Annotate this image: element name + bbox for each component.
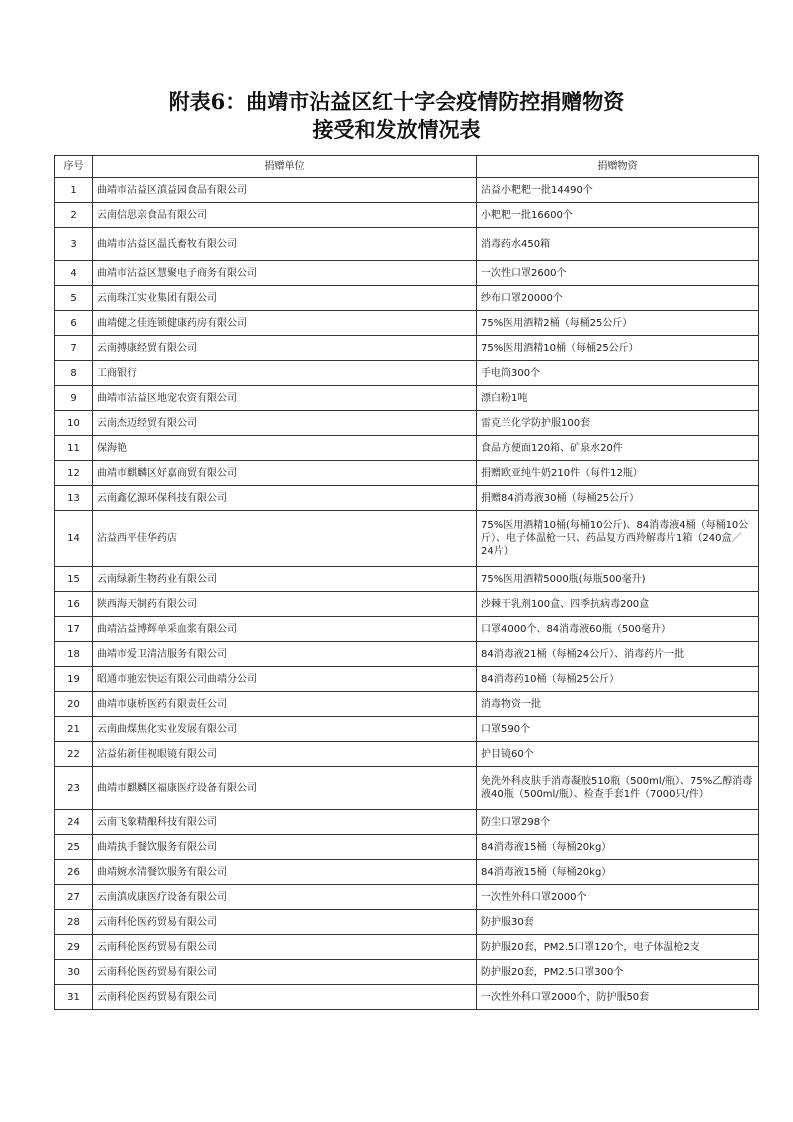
table-row (55, 286, 759, 311)
donor-cell: 云南杰迈经贸有限公司 (93, 411, 477, 436)
table-row (55, 617, 759, 642)
items-cell: 84消毒药10桶（每桶25公斤） (477, 667, 759, 692)
items-cell: 防护服30套 (477, 910, 759, 935)
donor-cell: 沾益西平佳华药店 (93, 511, 477, 567)
table-row (55, 261, 759, 286)
donor-cell: 昭通市驰宏快运有限公司曲靖分公司 (93, 667, 477, 692)
row-number: 15 (55, 567, 93, 592)
items-cell: 捐赠欧亚纯牛奶210件（每件12瓶） (477, 461, 759, 486)
items-cell: 免洗外科皮肤手消毒凝胶510瓶（500ml/瓶）、75%乙醇消毒液40瓶（500ml/瓶）、检查手套1件（7000只/件） (477, 767, 759, 810)
items-cell: 手电筒300个 (477, 361, 759, 386)
row-number: 22 (55, 742, 93, 767)
donor-cell: 云南科伦医药贸易有限公司 (93, 960, 477, 985)
table-row (55, 311, 759, 336)
items-cell: 75%医用酒精2桶（每桶25公斤） (477, 311, 759, 336)
row-number: 24 (55, 810, 93, 835)
table-row (55, 935, 759, 960)
table-row (55, 461, 759, 486)
donor-cell: 曲靖健之佳连锁健康药房有限公司 (93, 311, 477, 336)
items-cell: 一次性外科口罩2000个 (477, 885, 759, 910)
row-number: 1 (55, 178, 93, 203)
donor-cell: 曲靖市康桥医药有限责任公司 (93, 692, 477, 717)
table-row (55, 692, 759, 717)
donor-cell: 云南曲煤焦化实业发展有限公司 (93, 717, 477, 742)
row-number: 5 (55, 286, 93, 311)
table-row (55, 203, 759, 228)
table-row (55, 985, 759, 1010)
donor-cell: 曲靖婉水清餐饮服务有限公司 (93, 860, 477, 885)
document-title (0, 88, 793, 144)
row-number: 18 (55, 642, 93, 667)
donor-cell: 云南珠江实业集团有限公司 (93, 286, 477, 311)
row-number: 3 (55, 228, 93, 261)
row-number: 31 (55, 985, 93, 1010)
row-number: 9 (55, 386, 93, 411)
donor-cell: 云南信思亲食品有限公司 (93, 203, 477, 228)
table-row (55, 592, 759, 617)
row-number: 19 (55, 667, 93, 692)
table-row (55, 567, 759, 592)
items-cell: 护目镜60个 (477, 742, 759, 767)
table-row (55, 767, 759, 810)
donor-cell: 曲靖市麒麟区好嘉商贸有限公司 (93, 461, 477, 486)
row-number: 25 (55, 835, 93, 860)
items-cell: 消毒药水450箱 (477, 228, 759, 261)
header-seq: 序号 (55, 156, 93, 178)
table-row (55, 336, 759, 361)
table-row (55, 860, 759, 885)
donor-cell: 曲靖市沾益区滇益园食品有限公司 (93, 178, 477, 203)
items-cell: 84消毒液15桶（每桶20kg） (477, 860, 759, 885)
row-number: 4 (55, 261, 93, 286)
table-row (55, 228, 759, 261)
row-number: 13 (55, 486, 93, 511)
donor-cell: 云南科伦医药贸易有限公司 (93, 910, 477, 935)
donor-cell: 保海艳 (93, 436, 477, 461)
row-number: 21 (55, 717, 93, 742)
table-row (55, 411, 759, 436)
donor-cell: 云南科伦医药贸易有限公司 (93, 935, 477, 960)
donor-cell: 工商银行 (93, 361, 477, 386)
row-number: 10 (55, 411, 93, 436)
row-number: 20 (55, 692, 93, 717)
row-number: 29 (55, 935, 93, 960)
table-row (55, 486, 759, 511)
table-row (55, 436, 759, 461)
donor-cell: 云南搏康经贸有限公司 (93, 336, 477, 361)
items-cell: 75%医用酒精10桶（每桶25公斤） (477, 336, 759, 361)
row-number: 12 (55, 461, 93, 486)
table-row (55, 810, 759, 835)
row-number: 27 (55, 885, 93, 910)
items-cell: 漂白粉1吨 (477, 386, 759, 411)
donor-cell: 云南科伦医药贸易有限公司 (93, 985, 477, 1010)
donor-cell: 曲靖执手餐饮服务有限公司 (93, 835, 477, 860)
donor-cell: 沾益佑新佳视眼镜有限公司 (93, 742, 477, 767)
row-number: 7 (55, 336, 93, 361)
table-row (55, 960, 759, 985)
items-cell: 雷克兰化学防护服100套 (477, 411, 759, 436)
title-line-1: 附表6：曲靖市沾益区红十字会疫情防控捐赠物资 (168, 89, 625, 114)
items-cell: 一次性外科口罩2000个，防护服50套 (477, 985, 759, 1010)
items-cell: 沙棘干乳剂100盒、四季抗病毒200盒 (477, 592, 759, 617)
items-cell: 防尘口罩298个 (477, 810, 759, 835)
items-cell: 小粑粑一批16600个 (477, 203, 759, 228)
table-row (55, 835, 759, 860)
items-cell: 84消毒液21桶（每桶24公斤）、消毒药片一批 (477, 642, 759, 667)
donor-cell: 云南鑫亿源环保科技有限公司 (93, 486, 477, 511)
items-cell: 75%医用酒精5000瓶(每瓶500毫升) (477, 567, 759, 592)
items-cell: 84消毒液15桶（每桶20kg） (477, 835, 759, 860)
row-number: 28 (55, 910, 93, 935)
items-cell: 口罩4000个、84消毒液60瓶（500毫升） (477, 617, 759, 642)
row-number: 6 (55, 311, 93, 336)
table-row (55, 386, 759, 411)
items-cell: 75%医用酒精10桶(每桶10公斤)、84消毒液4桶（每桶10公斤）、电子体温枪一只、药品复方西羚解毒片1箱（240盒／24片） (477, 511, 759, 567)
table-row (55, 742, 759, 767)
title-line-2: 接受和发放情况表 (312, 117, 481, 142)
table-body (55, 178, 759, 1010)
row-number: 26 (55, 860, 93, 885)
table-row (55, 361, 759, 386)
row-number: 23 (55, 767, 93, 810)
items-cell: 捐赠84消毒液30桶（每桶25公斤） (477, 486, 759, 511)
items-cell: 一次性口罩2600个 (477, 261, 759, 286)
row-number: 8 (55, 361, 93, 386)
table-row (55, 667, 759, 692)
donor-cell: 云南飞象精酿科技有限公司 (93, 810, 477, 835)
table-row (55, 885, 759, 910)
items-cell: 防护服20套，PM2.5口罩300个 (477, 960, 759, 985)
table-row (55, 910, 759, 935)
donor-cell: 陕西海天制药有限公司 (93, 592, 477, 617)
header-donor: 捐赠单位 (93, 156, 477, 178)
table-row (55, 642, 759, 667)
table-header-row (55, 156, 759, 178)
donor-cell: 曲靖市沾益区慧聚电子商务有限公司 (93, 261, 477, 286)
header-items: 捐赠物资 (477, 156, 759, 178)
donor-cell: 曲靖沾益博辉单采血浆有限公司 (93, 617, 477, 642)
table-row (55, 511, 759, 567)
row-number: 30 (55, 960, 93, 985)
donor-cell: 曲靖市麒麟区福康医疗设备有限公司 (93, 767, 477, 810)
row-number: 16 (55, 592, 93, 617)
table-row (55, 717, 759, 742)
donor-cell: 曲靖市沾益区地宠农资有限公司 (93, 386, 477, 411)
items-cell: 口罩590个 (477, 717, 759, 742)
row-number: 11 (55, 436, 93, 461)
items-cell: 沾益小粑粑一批14490个 (477, 178, 759, 203)
row-number: 17 (55, 617, 93, 642)
row-number: 2 (55, 203, 93, 228)
table-row (55, 178, 759, 203)
donor-cell: 云南绿新生物药业有限公司 (93, 567, 477, 592)
donor-cell: 曲靖市爱卫清洁服务有限公司 (93, 642, 477, 667)
items-cell: 纱布口罩20000个 (477, 286, 759, 311)
donation-table (54, 155, 759, 1010)
items-cell: 消毒物资一批 (477, 692, 759, 717)
row-number: 14 (55, 511, 93, 567)
items-cell: 食品方便面120箱、矿泉水20件 (477, 436, 759, 461)
donor-cell: 曲靖市沾益区温氏畜牧有限公司 (93, 228, 477, 261)
donor-cell: 云南滇成康医疗设备有限公司 (93, 885, 477, 910)
items-cell: 防护服20套，PM2.5口罩120个，电子体温枪2支 (477, 935, 759, 960)
